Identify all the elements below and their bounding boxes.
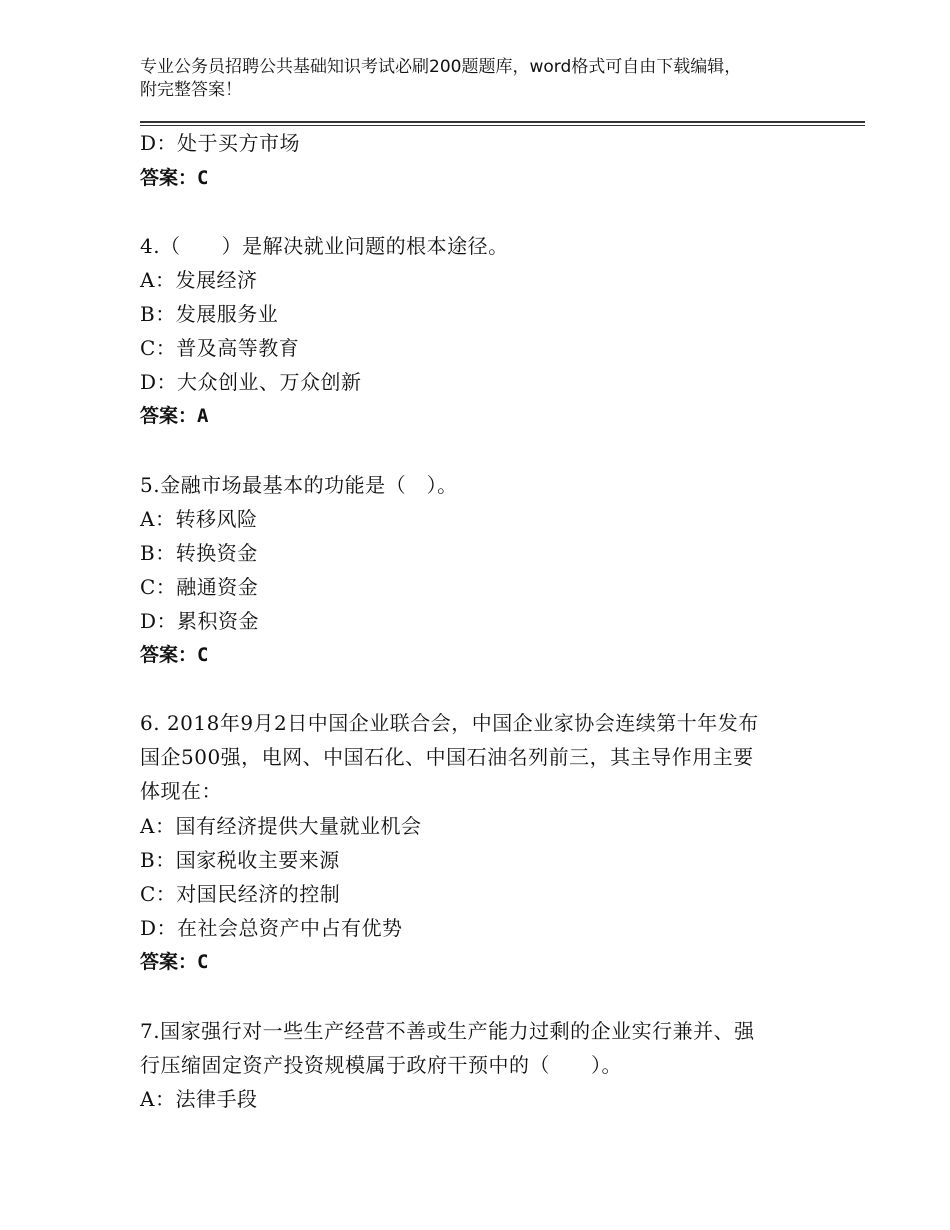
- header-divider-thin: [140, 125, 865, 126]
- q3-answer: [140, 164, 208, 192]
- answer-label: 答案：: [140, 405, 198, 427]
- q6-stem-line-1: 6. 2018年9月2日中国企业联合会，中国企业家协会连续第十年发布: [140, 711, 759, 735]
- answer-label: 答案：: [140, 167, 198, 189]
- answer-label: 答案：: [140, 644, 198, 666]
- answer-value: A: [197, 405, 209, 427]
- q6-stem-line-3: 体现在：: [140, 779, 222, 803]
- q5-option-a: A：转移风险: [140, 507, 258, 531]
- q6-option-d: D：在社会总资产中占有优势: [140, 916, 403, 940]
- q4-option-c: C：普及高等教育: [140, 336, 300, 360]
- q3-option-d: D：处于买方市场: [140, 131, 301, 155]
- q5-option-c: C：融通资金: [140, 575, 259, 599]
- page-header: [140, 56, 830, 102]
- header-divider-thick: [140, 121, 865, 123]
- q4-option-b: B：发展服务业: [140, 302, 279, 326]
- header-line-1: 专业公务员招聘公共基础知识考试必刷200题题库，word格式可自由下载编辑，: [140, 57, 742, 77]
- q6-option-a: A：国有经济提供大量就业机会: [140, 814, 422, 838]
- header-line-2: 附完整答案！: [140, 80, 242, 100]
- q6-option-c: C：对国民经济的控制: [140, 882, 341, 906]
- q5-option-b: B：转换资金: [140, 541, 258, 565]
- answer-value: C: [197, 644, 209, 666]
- q7-stem-line-2: 行压缩固定资产投资规模属于政府干预中的（ ）。: [140, 1053, 622, 1077]
- q4-option-a: A：发展经济: [140, 268, 258, 292]
- q6-answer: [140, 948, 208, 976]
- q5-option-d: D：累积资金: [140, 609, 260, 633]
- answer-value: C: [197, 951, 209, 973]
- q6-option-b: B：国家税收主要来源: [140, 848, 340, 872]
- q7-stem-line-1: 7.国家强行对一些生产经营不善或生产能力过剩的企业实行兼并、强: [140, 1019, 755, 1043]
- q5-answer: [140, 641, 208, 669]
- q4-option-d: D：大众创业、万众创新: [140, 370, 362, 394]
- q5-stem: 5.金融市场最基本的功能是（ ）。: [140, 473, 458, 497]
- q6-stem-line-2: 国企500强，电网、中国石化、中国石油名列前三，其主导作用主要: [140, 745, 754, 769]
- q4-stem: 4.（ ）是解决就业问题的根本途径。: [140, 234, 509, 258]
- q7-option-a: A：法律手段: [140, 1087, 258, 1111]
- q4-answer: [140, 402, 208, 430]
- answer-value: C: [197, 167, 209, 189]
- answer-label: 答案：: [140, 951, 198, 973]
